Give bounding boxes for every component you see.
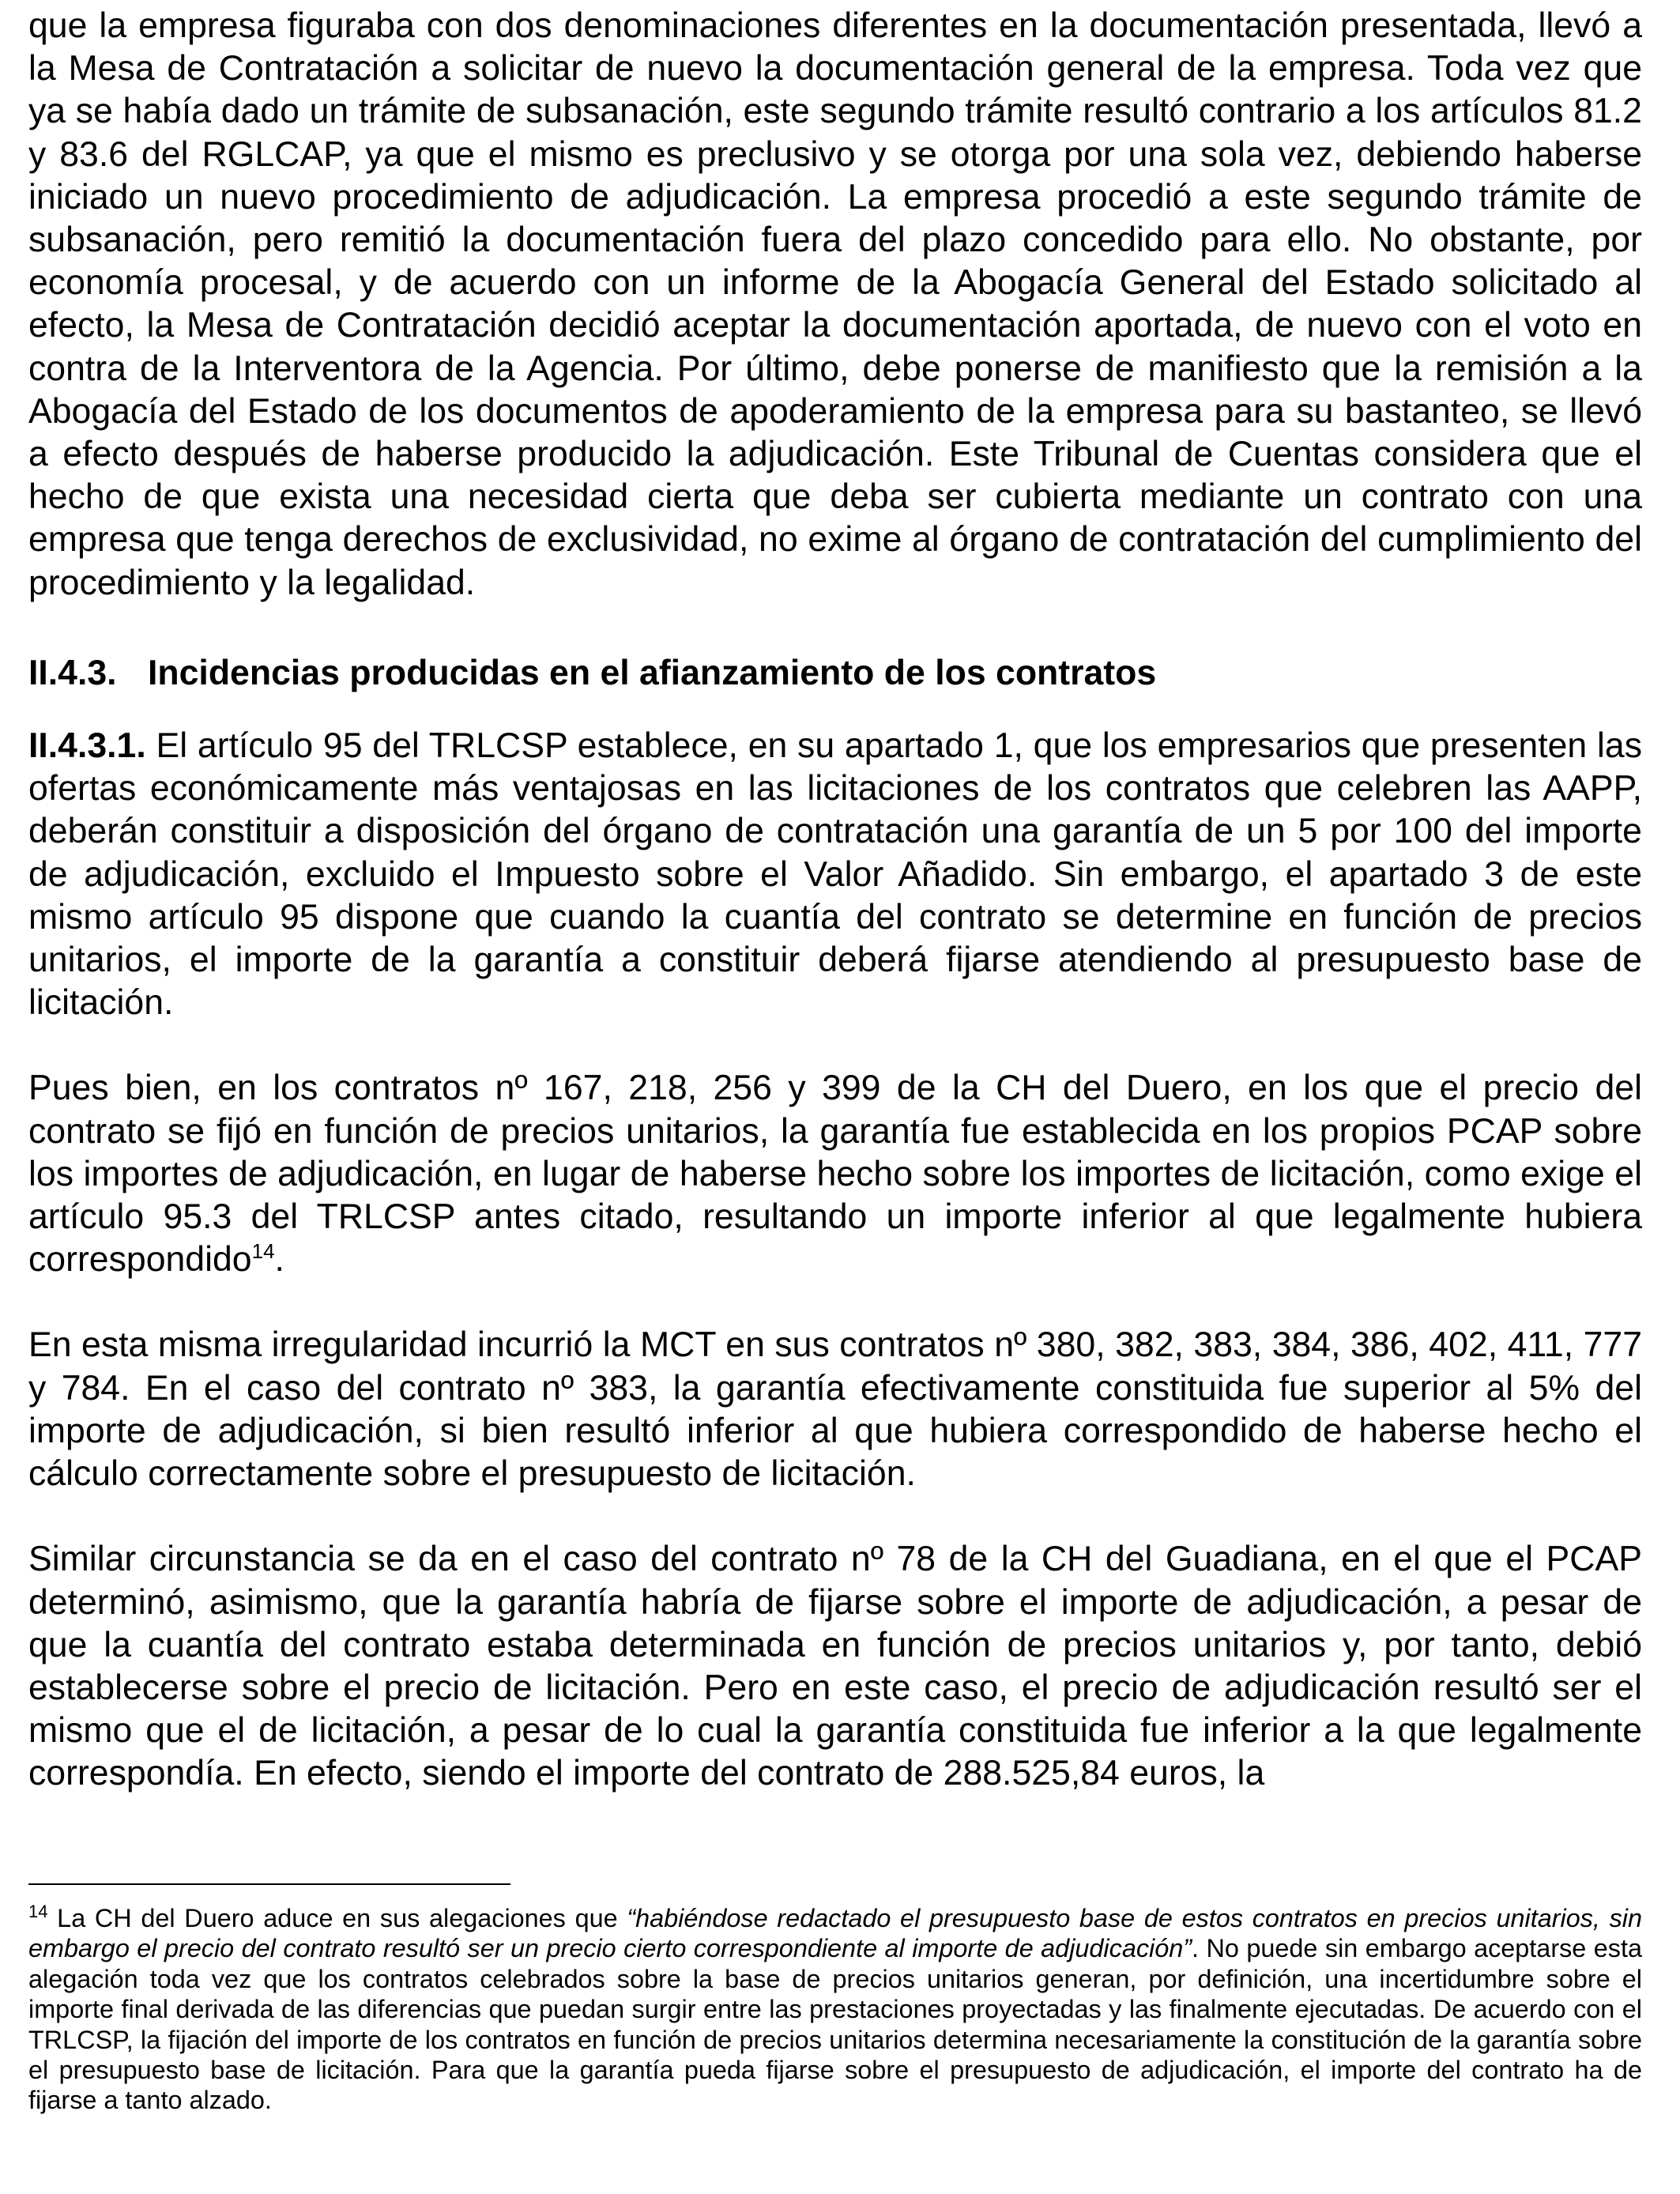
footnote-quote: “habiéndose redactado el presupuesto base de estos contratos en precios unitarios, sin embargo el precio del contrato resultó ser un precio cierto correspondiente al importe de adjudicación” — [28, 1904, 1642, 1963]
paragraph-ch-duero — [28, 1067, 1642, 1281]
footnote — [28, 1903, 1642, 2116]
footnote-number: 14 — [28, 1902, 48, 1922]
paragraph-ch-duero-end: . — [274, 1240, 284, 1280]
footnote-intro: La CH del Duero aduce en sus alegaciones que — [47, 1904, 627, 1932]
paragraph-mesa-contratacion: que la empresa figuraba con dos denominaciones diferentes en la documentación presentada, llevó a la Mesa de Contratación a solicitar de nuevo la documentación general de la empresa. Toda vez que ya se había dado un trámite de subsanación, este segundo trámite resultó contrario a los artículos 81.2 y 83.6 del RGLCAP, ya que el mismo es preclusivo y se otorga por una sola vez, debiendo haberse iniciado un nuevo procedimiento de adjudicación. La empresa procedió a este segundo trámite de subsanación, pero remitió la documentación fuera del plazo concedido para ello. No obstante, por economía procesal, y de acuerdo con un informe de la Abogacía General del Estado solicitado al efecto, la Mesa de Contratación decidió aceptar la documentación aportada, de nuevo con el voto en contra de la Interventora de la Agencia. Por último, debe ponerse de manifiesto que la remisión a la Abogacía del Estado de los documentos de apoderamiento de la empresa para su bastanteo, se llevó a efecto después de haberse producido la adjudicación. Este Tribunal de Cuentas considera que el hecho de que exista una necesidad cierta que deba ser cubierta mediante un contrato con una empresa que tenga derechos de exclusividad, no exime al órgano de contratación del cumplimiento del procedimiento y la legalidad. — [28, 6, 1642, 602]
document-page — [28, 5, 1642, 1796]
footnote-reference[interactable]: 14 — [251, 1239, 275, 1264]
section-title: Incidencias producidas en el afianzamiento de los contratos — [148, 653, 1157, 692]
subsection-number: II.4.3.1. — [28, 726, 146, 766]
section-number: II.4.3. — [28, 653, 117, 692]
paragraph-ch-duero-text: Pues bien, en los contratos nº 167, 218, 256 y 399 de la CH del Duero, en los que el precio del contrato se fijó en función de precios unitarios, la garantía fue establecida en los propios PCAP sobre los importes de adjudicación, en lugar de haberse hecho sobre los importes de licitación, como exige el artículo 95.3 del TRLCSP antes citado, resultando un importe inferior al que legalmente hubiera correspondido — [28, 1069, 1642, 1280]
paragraph-mct: En esta misma irregularidad incurrió la MCT en sus contratos nº 380, 382, 383, 384, 386, 402, 411, 777 y 784. En el caso del contrato nº 383, la garantía efectivamente constituida fue superior al 5% del importe de adjudicación, si bien resultó inferior al que hubiera correspondido de haberse hecho el cálculo correctamente sobre el presupuesto de licitación. — [28, 1325, 1642, 1494]
paragraph-articulo-95-text: El artículo 95 del TRLCSP establece, en su apartado 1, que los empresarios que presenten las ofertas económicamente más ventajosas en las licitaciones de los contratos que celebren las AAPP, deberán constituir a disposición del órgano de contratación una garantía de un 5 por 100 del importe de adjudicación, excluido el Impuesto sobre el Valor Añadido. Sin embargo, el apartado 3 de este mismo artículo 95 dispone que cuando la cuantía del contrato se determine en función de precios unitarios, el importe de la garantía a constituir deberá fijarse atendiendo al presupuesto base de licitación. — [28, 726, 1642, 1023]
section-heading — [28, 652, 1642, 695]
paragraph-ch-guadiana: Similar circunstancia se da en el caso del contrato nº 78 de la CH del Guadiana, en el que el PCAP determinó, asimismo, que la garantía habría de fijarse sobre el importe de adjudicación, a pesar de que la cuantía del contrato estaba determinada en función de precios unitarios y, por tanto, debió establecerse sobre el precio de licitación. Pero en este caso, el precio de adjudicación resultó ser el mismo que el de licitación, a pesar de lo cual la garantía constituida fue inferior a la que legalmente correspondía. En efecto, siendo el importe del contrato de 288.525,84 euros, la — [28, 1540, 1642, 1793]
paragraph-articulo-95 — [28, 725, 1642, 1024]
footnote-divider — [28, 1883, 510, 1885]
footnote-body: . No puede sin embargo aceptarse esta alegación toda vez que los contratos celebrados sobre la base de precios unitarios generan, por definición, una incertidumbre sobre el importe final derivada de las diferencias que puedan surgir entre las prestaciones proyectadas y las finalmente ejecutadas. De acuerdo con el TRLCSP, la fijación del importe de los contratos en función de precios unitarios determina necesariamente la constitución de la garantía sobre el presupuesto base de licitación. Para que la garantía pueda fijarse sobre el presupuesto de adjudicación, el importe del contrato ha de fijarse a tanto alzado. — [28, 1934, 1642, 2115]
